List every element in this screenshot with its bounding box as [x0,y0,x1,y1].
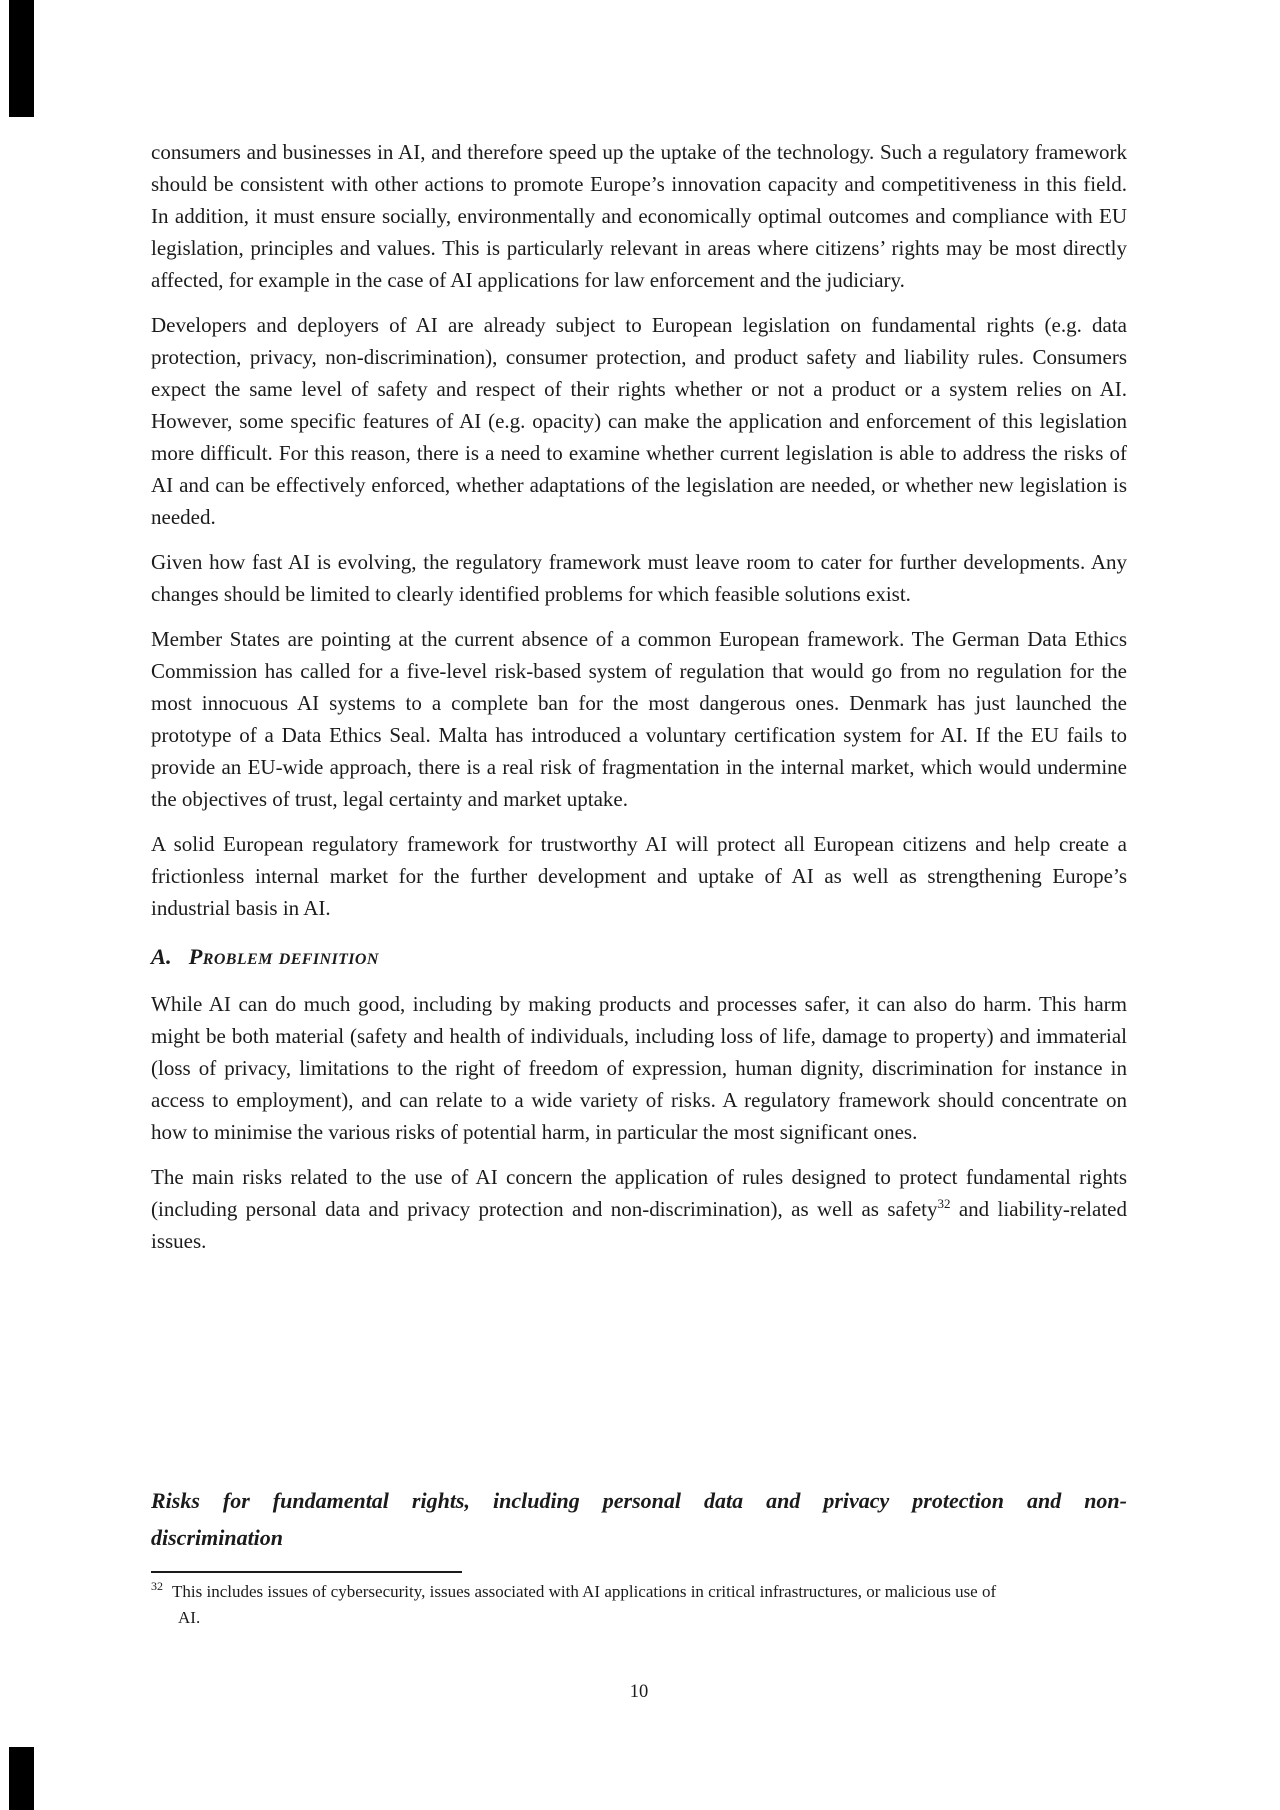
paragraph-main-risks-text: The main risks related to the use of AI concern the application of rules designed to protect fundamental rights (including personal data and privacy protection and non-discrimination), as well as safety [151,1165,1127,1221]
footnote-32 [151,1579,1131,1631]
scan-artifact-bar-bottom [9,1747,34,1810]
paragraph-while-ai: While AI can do much good, including by making products and processes safer, it can also do harm. This harm might be both material (safety and health of individuals, including loss of life, damage to property) and immaterial (loss of privacy, limitations to the right of freedom of expression, human dignity, discrimination for instance in access to employment), and can relate to a wide variety of risks. A regulatory framework should concentrate on how to minimise the various risks of potential harm, in particular the most significant ones. [151,992,1127,1144]
paragraph-solid-framework: A solid European regulatory framework for trustworthy AI will protect all European citizens and help create a frictionless internal market for the further development and uptake of AI as well as strengthening Europe’s industrial basis in AI. [151,832,1127,920]
section-heading-label: A. [151,944,172,969]
paragraph-developers-deployers: Developers and deployers of AI are already subject to European legislation on fundamental rights (e.g. data protection, privacy, non-discrimination), consumer protection, and product safety and liability rules. Consumers expect the same level of safety and respect of their rights whether or not a product or a system relies on AI. However, some specific features of AI (e.g. opacity) can make the application and enforcement of this legislation more difficult. For this reason, there is a need to examine whether current legislation is able to address the risks of AI and can be effectively enforced, whether adaptations of the legislation are needed, or whether new legislation is needed. [151,313,1127,529]
subheading-risks-fundamental-rights [151,1482,1127,1556]
footnote-32-text: This includes issues of cybersecurity, issues associated with AI applications in critical infrastructures, or malicious use of [172,1582,997,1601]
footnote-reference-32: 32 [937,1196,951,1211]
page-number: 10 [629,1682,649,1702]
footnote-32-marker: 32 [151,1579,163,1594]
paragraph-member-states: Member States are pointing at the current absence of a common European framework. The German Data Ethics Commission has called for a five-level risk-based system of regulation that would go from no regulation for the most innocuous AI systems to a complete ban for the most dangerous ones. Denmark has just launched the prototype of a Data Ethics Seal. Malta has introduced a voluntary certification system for AI. If the EU fails to provide an EU-wide approach, there is a real risk of fragmentation in the internal market, which would undermine the objectives of trust, legal certainty and market uptake. [151,627,1127,811]
section-heading-problem-definition [151,940,1127,974]
paragraph-ai-evolving: Given how fast AI is evolving, the regulatory framework must leave room to cater for further developments. Any changes should be limited to clearly identified problems for which feasible solutions exist. [151,550,1127,606]
footnote-separator-rule [151,1571,462,1573]
scan-artifact-bar-top [9,0,34,117]
document-page-body [151,0,1127,1270]
paragraph-uptake-technology: consumers and businesses in AI, and therefore speed up the uptake of the technology. Such a regulatory framework should be consistent with other actions to promote Europe’s innovation capacity and competitiveness in this field. In addition, it must ensure socially, environmentally and economically optimal outcomes and compliance with EU legislation, principles and values. This is particularly relevant in areas where citizens’ rights may be most directly affected, for example in the case of AI applications for law enforcement and the judiciary. [151,140,1127,292]
section-heading-title: Problem definition [188,944,379,969]
footnote-32-line-2: AI. [178,1608,201,1627]
paragraph-main-risks-text-after: and liability-related issues. [151,1197,1127,1253]
subheading-line-1: Risks for fundamental rights, including personal data and privacy protection and non- [151,1488,1127,1513]
subheading-line-2: discrimination [151,1525,284,1550]
paragraph-main-risks [151,1161,1127,1257]
footnote-32-line-1 [151,1579,1131,1605]
